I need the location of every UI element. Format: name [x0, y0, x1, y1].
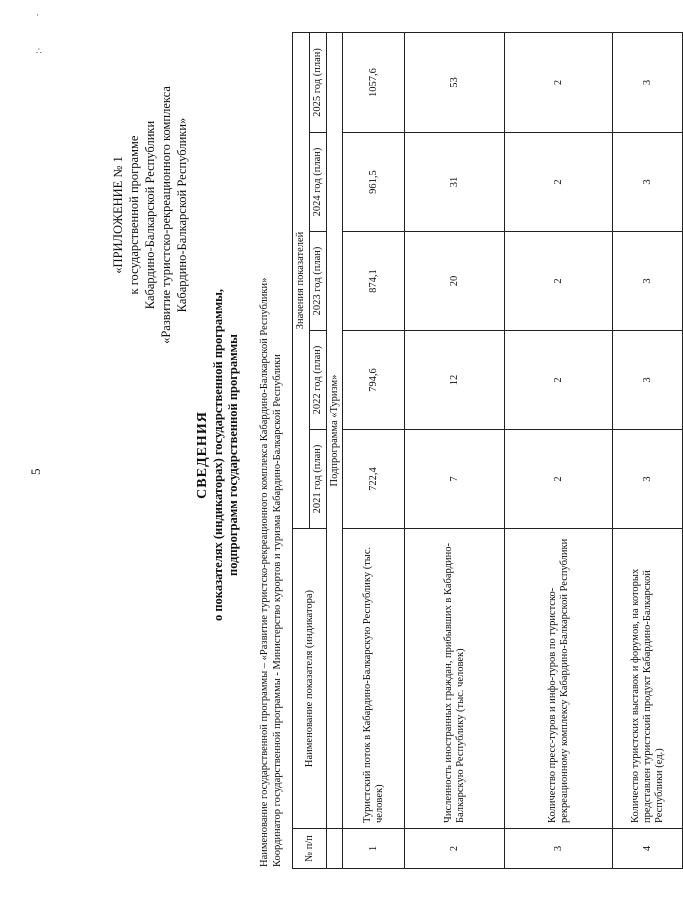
rotated-sheet	[20, 25, 665, 885]
appendix-line: «ПРИЛОЖЕНИЕ № 1	[111, 156, 125, 274]
row-value: 3	[613, 32, 683, 132]
program-info	[258, 278, 284, 867]
program-coordinator: Координатор государственной программы - Министерство курортов и туризма Кабардино-Балкарской Республики	[272, 354, 283, 867]
appendix-line: «Развитие туристско-рекреационного комплекса	[159, 86, 173, 344]
appendix-line: Кабардино-Балкарской Республики	[143, 120, 157, 310]
row-value: 874,1	[343, 232, 405, 331]
header-year: 2021 год (план)	[310, 430, 327, 529]
document-heading	[195, 25, 241, 885]
row-value: 2	[505, 232, 613, 331]
document-title: СВЕДЕНИЯ	[195, 411, 210, 499]
table-row	[505, 32, 613, 868]
corner-mark: ∴	[36, 46, 42, 56]
table-row	[343, 32, 405, 868]
row-value: 3	[613, 430, 683, 529]
document-subtitle: о показателях (индикаторах) государственной программы,	[211, 288, 225, 622]
row-value: 2	[505, 430, 613, 529]
row-value: 20	[405, 232, 505, 331]
row-value: 3	[613, 331, 683, 430]
row-value: 794,6	[343, 331, 405, 430]
indicators-table	[292, 32, 683, 869]
row-value: 7	[405, 430, 505, 529]
row-value: 3	[613, 133, 683, 232]
subprogram-row	[327, 32, 343, 868]
table-header-row	[293, 32, 310, 868]
page-number: 5	[28, 468, 43, 475]
row-value: 12	[405, 331, 505, 430]
table-row	[613, 32, 683, 868]
header-year: 2023 год (план)	[310, 232, 327, 331]
header-values-group: Значения показателей	[293, 32, 310, 528]
row-name: Численность иностранных граждан, прибывших в Кабардино-Балкарскую Республику (тыс. человек)	[405, 529, 505, 829]
row-num: 4	[613, 829, 683, 869]
row-num: 3	[505, 829, 613, 869]
row-value: 722,4	[343, 430, 405, 529]
row-num: 1	[343, 829, 405, 869]
row-name: Количество пресс-туров и инфо-туров по туристско-рекреационному комплексу Кабардино-Балкарской Республики	[505, 529, 613, 829]
row-num: 2	[405, 829, 505, 869]
header-year: 2025 год (план)	[310, 32, 327, 132]
row-value: 3	[613, 232, 683, 331]
row-value: 31	[405, 133, 505, 232]
appendix-line: Кабардино-Балкарской Республики»	[175, 117, 189, 313]
header-year: 2024 год (план)	[310, 133, 327, 232]
row-value: 2	[505, 32, 613, 132]
corner-mark: ·	[36, 10, 39, 20]
table-row	[405, 32, 505, 868]
row-value: 53	[405, 32, 505, 132]
row-name: Количество туристских выставок и форумов, на которых представлен туристский продукт Кабардино-Балкарской Республики (ед.)	[613, 529, 683, 829]
header-num: № п/п	[293, 829, 327, 869]
header-name: Наименование показателя (индикатора)	[293, 529, 327, 829]
appendix-line: к государственной программе	[127, 135, 141, 295]
row-value: 961,5	[343, 133, 405, 232]
header-year: 2022 год (план)	[310, 331, 327, 430]
row-value: 1057,6	[343, 32, 405, 132]
program-name: Наименование государственной программы – «Развитие туристско-рекреационного комплекса Кабардино-Балкарской Республики»	[259, 277, 270, 867]
document-subtitle-2: подпрограмм государственной программы	[226, 334, 240, 576]
appendix-block	[110, 35, 190, 395]
subprogram-title: Подпрограмма «Туризм»	[327, 32, 343, 828]
row-value: 2	[505, 133, 613, 232]
row-value: 2	[505, 331, 613, 430]
row-name: Туристский поток в Кабардино-Балкарскую Республику (тыс. человек)	[343, 529, 405, 829]
